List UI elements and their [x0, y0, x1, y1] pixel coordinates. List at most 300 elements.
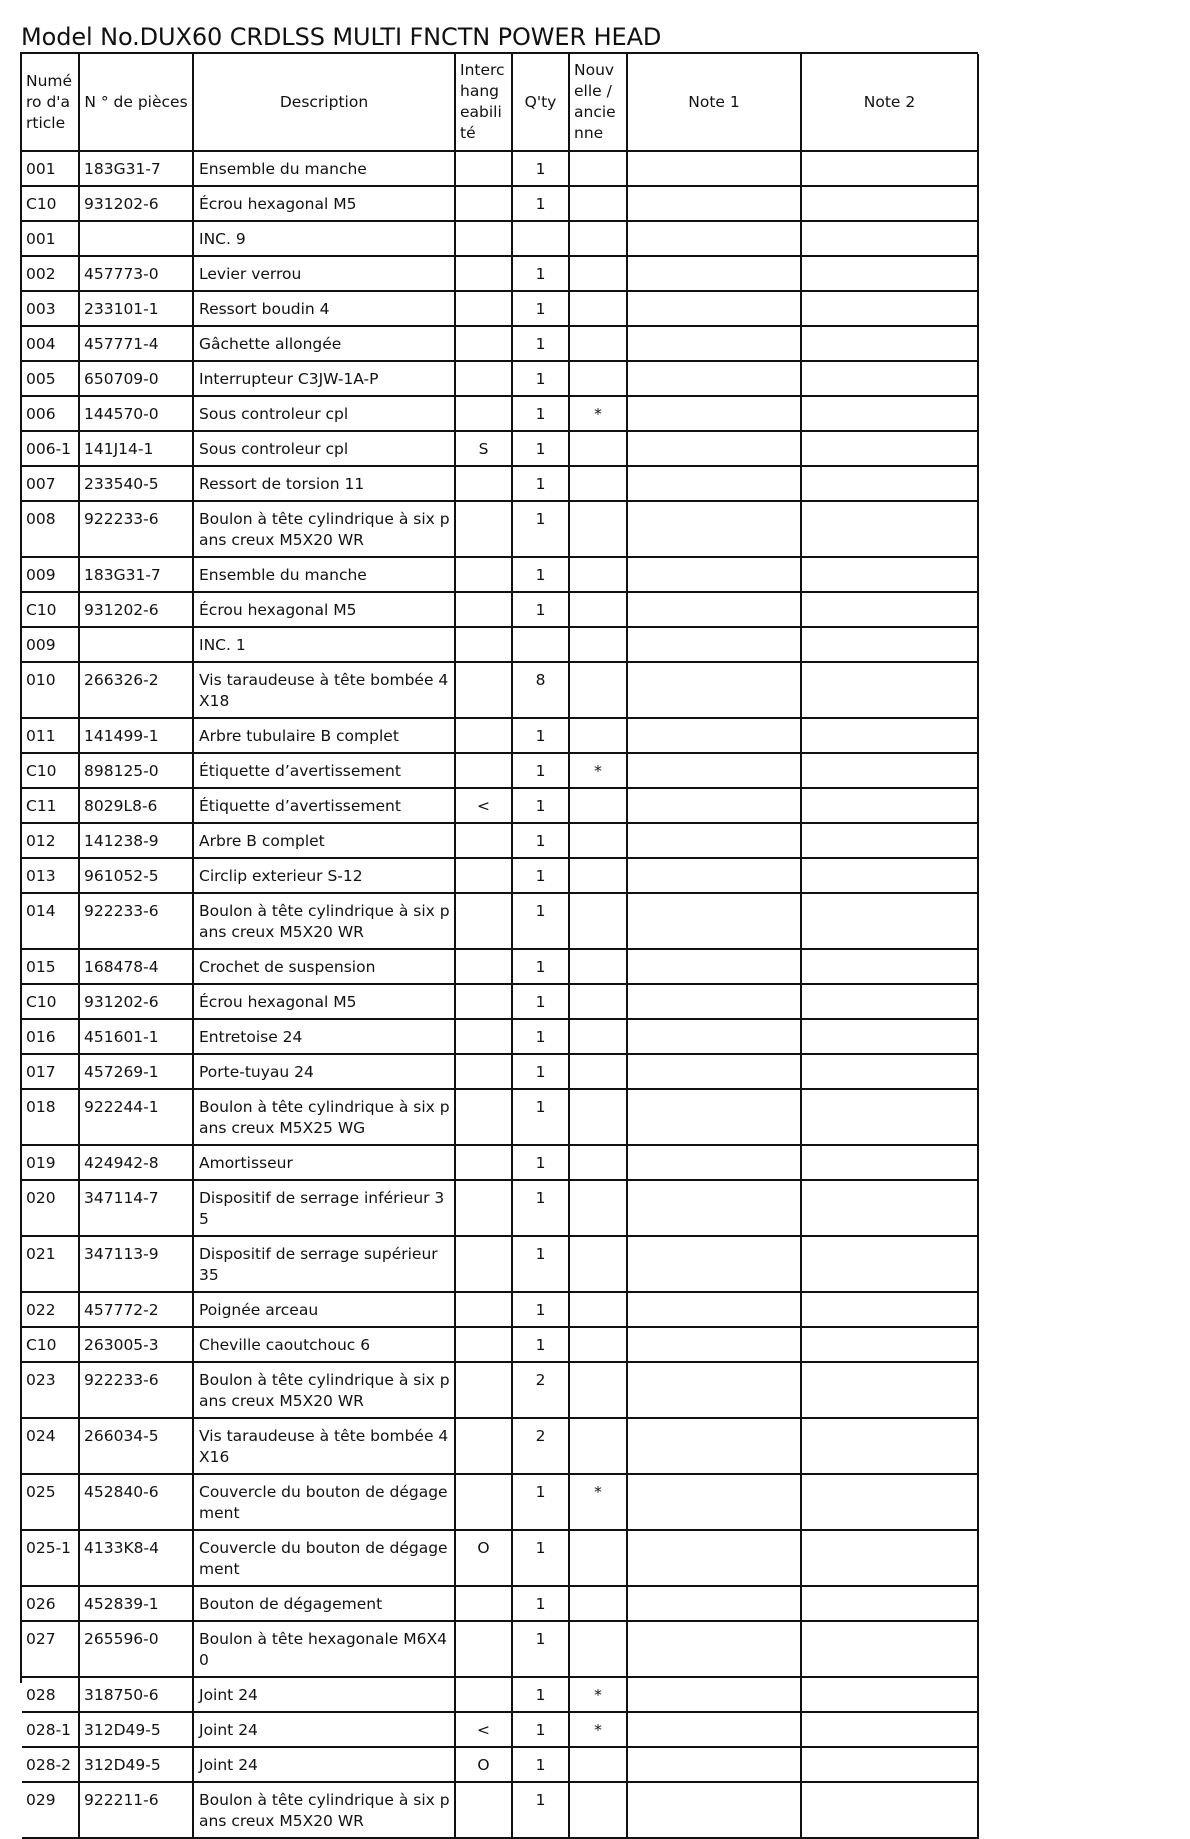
- item-number-cell: 010: [22, 662, 79, 718]
- note-2-cell: [801, 788, 978, 823]
- description-cell: Écrou hexagonal M5: [193, 592, 455, 627]
- note-2-cell: [801, 1530, 978, 1586]
- description-cell: Écrou hexagonal M5: [193, 186, 455, 221]
- new-old-cell: [569, 1362, 627, 1418]
- note-1-cell: [627, 1418, 801, 1474]
- quantity-cell: 1: [512, 949, 569, 984]
- interchangeability-cell: [455, 326, 512, 361]
- interchangeability-cell: [455, 893, 512, 949]
- note-1-cell: [627, 949, 801, 984]
- note-1-cell: [627, 1292, 801, 1327]
- table-row: [22, 1236, 978, 1292]
- part-number-cell: 457771-4: [79, 326, 193, 361]
- quantity-cell: 1: [512, 1236, 569, 1292]
- note-1-cell: [627, 1782, 801, 1838]
- table-row: [22, 1782, 978, 1838]
- quantity-cell: 1: [512, 396, 569, 431]
- note-1-cell: [627, 718, 801, 753]
- note-2-cell: [801, 823, 978, 858]
- quantity-cell: 1: [512, 984, 569, 1019]
- new-old-cell: [569, 501, 627, 557]
- note-1-cell: [627, 1712, 801, 1747]
- note-2-cell: [801, 431, 978, 466]
- table-row: [22, 1418, 978, 1474]
- interchangeability-cell: [455, 361, 512, 396]
- quantity-cell: 1: [512, 326, 569, 361]
- table-row: [22, 1180, 978, 1236]
- item-number-cell: 024: [22, 1418, 79, 1474]
- item-number-cell: 027: [22, 1621, 79, 1677]
- description-cell: Porte-tuyau 24: [193, 1054, 455, 1089]
- note-2-cell: [801, 1362, 978, 1418]
- item-number-cell: 009: [22, 557, 79, 592]
- interchangeability-cell: [455, 1180, 512, 1236]
- note-1-cell: [627, 662, 801, 718]
- description-cell: Boulon à tête cylindrique à six pans creux M5X20 WR: [193, 501, 455, 557]
- item-number-cell: 029: [22, 1782, 79, 1838]
- header-quantity: Q'ty: [512, 54, 569, 151]
- part-number-cell: 457773-0: [79, 256, 193, 291]
- interchangeability-cell: [455, 823, 512, 858]
- quantity-cell: 1: [512, 1586, 569, 1621]
- item-number-cell: 021: [22, 1236, 79, 1292]
- new-old-cell: [569, 326, 627, 361]
- quantity-cell: 1: [512, 1621, 569, 1677]
- interchangeability-cell: [455, 186, 512, 221]
- new-old-cell: [569, 1418, 627, 1474]
- note-1-cell: [627, 753, 801, 788]
- interchangeability-cell: [455, 627, 512, 662]
- description-cell: Bouton de dégagement: [193, 1586, 455, 1621]
- new-old-cell: [569, 984, 627, 1019]
- item-number-cell: 020: [22, 1180, 79, 1236]
- table-row: [22, 627, 978, 662]
- table-row: [22, 1145, 978, 1180]
- new-old-cell: [569, 1747, 627, 1782]
- part-number-cell: 266034-5: [79, 1418, 193, 1474]
- note-1-cell: [627, 1089, 801, 1145]
- part-number-cell: 898125-0: [79, 753, 193, 788]
- note-2-cell: [801, 501, 978, 557]
- part-number-cell: 168478-4: [79, 949, 193, 984]
- table-row: [22, 501, 978, 557]
- note-2-cell: [801, 858, 978, 893]
- note-2-cell: [801, 627, 978, 662]
- item-number-cell: C11: [22, 788, 79, 823]
- part-number-cell: 452840-6: [79, 1474, 193, 1530]
- note-1-cell: [627, 592, 801, 627]
- note-2-cell: [801, 949, 978, 984]
- new-old-cell: [569, 221, 627, 256]
- note-1-cell: [627, 1362, 801, 1418]
- description-cell: Circlip exterieur S-12: [193, 858, 455, 893]
- item-number-cell: C10: [22, 753, 79, 788]
- item-number-cell: 005: [22, 361, 79, 396]
- new-old-cell: *: [569, 1677, 627, 1712]
- new-old-cell: [569, 466, 627, 501]
- note-2-cell: [801, 1292, 978, 1327]
- note-1-cell: [627, 1621, 801, 1677]
- interchangeability-cell: [455, 501, 512, 557]
- quantity-cell: 1: [512, 1747, 569, 1782]
- interchangeability-cell: [455, 592, 512, 627]
- new-old-cell: [569, 1236, 627, 1292]
- interchangeability-cell: O: [455, 1530, 512, 1586]
- note-1-cell: [627, 1327, 801, 1362]
- note-2-cell: [801, 1474, 978, 1530]
- item-number-cell: 023: [22, 1362, 79, 1418]
- table-row: [22, 1089, 978, 1145]
- quantity-cell: 1: [512, 186, 569, 221]
- part-number-cell: 922244-1: [79, 1089, 193, 1145]
- table-header-row: [22, 54, 978, 151]
- new-old-cell: [569, 823, 627, 858]
- interchangeability-cell: [455, 1418, 512, 1474]
- note-2-cell: [801, 1054, 978, 1089]
- quantity-cell: 1: [512, 466, 569, 501]
- table-row: [22, 1747, 978, 1782]
- quantity-cell: 1: [512, 1089, 569, 1145]
- part-number-cell: 931202-6: [79, 592, 193, 627]
- description-cell: Arbre B complet: [193, 823, 455, 858]
- quantity-cell: 8: [512, 662, 569, 718]
- item-number-cell: 013: [22, 858, 79, 893]
- table-row: [22, 788, 978, 823]
- part-number-cell: 457269-1: [79, 1054, 193, 1089]
- part-number-cell: 650709-0: [79, 361, 193, 396]
- interchangeability-cell: [455, 466, 512, 501]
- note-1-cell: [627, 1054, 801, 1089]
- table-row: [22, 1292, 978, 1327]
- table-row: [22, 1712, 978, 1747]
- part-number-cell: [79, 221, 193, 256]
- table-row: [22, 466, 978, 501]
- item-number-cell: 022: [22, 1292, 79, 1327]
- item-number-cell: 026: [22, 1586, 79, 1621]
- description-cell: Boulon à tête hexagonale M6X40: [193, 1621, 455, 1677]
- quantity-cell: 1: [512, 823, 569, 858]
- note-2-cell: [801, 1782, 978, 1838]
- note-1-cell: [627, 1019, 801, 1054]
- new-old-cell: *: [569, 1474, 627, 1530]
- description-cell: Sous controleur cpl: [193, 431, 455, 466]
- description-cell: Levier verrou: [193, 256, 455, 291]
- table-row: [22, 893, 978, 949]
- item-number-cell: 007: [22, 466, 79, 501]
- quantity-cell: 1: [512, 788, 569, 823]
- quantity-cell: 2: [512, 1362, 569, 1418]
- note-2-cell: [801, 326, 978, 361]
- description-cell: Vis taraudeuse à tête bombée 4X18: [193, 662, 455, 718]
- part-number-cell: [79, 627, 193, 662]
- note-2-cell: [801, 1145, 978, 1180]
- new-old-cell: [569, 1621, 627, 1677]
- table-row: [22, 1474, 978, 1530]
- note-2-cell: [801, 592, 978, 627]
- note-2-cell: [801, 1019, 978, 1054]
- part-number-cell: 312D49-5: [79, 1712, 193, 1747]
- description-cell: Crochet de suspension: [193, 949, 455, 984]
- table-row: [22, 151, 978, 186]
- note-2-cell: [801, 396, 978, 431]
- quantity-cell: 1: [512, 151, 569, 186]
- part-number-cell: 347113-9: [79, 1236, 193, 1292]
- quantity-cell: 1: [512, 1145, 569, 1180]
- part-number-cell: 318750-6: [79, 1677, 193, 1712]
- quantity-cell: 1: [512, 1712, 569, 1747]
- part-number-cell: 922211-6: [79, 1782, 193, 1838]
- item-number-cell: C10: [22, 186, 79, 221]
- quantity-cell: 1: [512, 858, 569, 893]
- note-2-cell: [801, 1418, 978, 1474]
- part-number-cell: 183G31-7: [79, 151, 193, 186]
- note-2-cell: [801, 984, 978, 1019]
- item-number-cell: C10: [22, 592, 79, 627]
- table-row: [22, 396, 978, 431]
- item-number-cell: 001: [22, 151, 79, 186]
- table-row: [22, 1362, 978, 1418]
- description-cell: INC. 9: [193, 221, 455, 256]
- quantity-cell: 1: [512, 753, 569, 788]
- item-number-cell: 018: [22, 1089, 79, 1145]
- table-row: [22, 221, 978, 256]
- part-number-cell: 922233-6: [79, 1362, 193, 1418]
- new-old-cell: [569, 186, 627, 221]
- note-2-cell: [801, 1712, 978, 1747]
- description-cell: Ressort boudin 4: [193, 291, 455, 326]
- part-number-cell: 452839-1: [79, 1586, 193, 1621]
- note-2-cell: [801, 753, 978, 788]
- item-number-cell: 002: [22, 256, 79, 291]
- note-1-cell: [627, 326, 801, 361]
- part-number-cell: 141J14-1: [79, 431, 193, 466]
- item-number-cell: 004: [22, 326, 79, 361]
- item-number-cell: 008: [22, 501, 79, 557]
- description-cell: Entretoise 24: [193, 1019, 455, 1054]
- table-row: [22, 1054, 978, 1089]
- new-old-cell: [569, 256, 627, 291]
- part-number-cell: 8029L8-6: [79, 788, 193, 823]
- interchangeability-cell: [455, 949, 512, 984]
- parts-table-container: [20, 52, 978, 1830]
- part-number-cell: 424942-8: [79, 1145, 193, 1180]
- new-old-cell: [569, 1292, 627, 1327]
- description-cell: Couvercle du bouton de dégagement: [193, 1530, 455, 1586]
- description-cell: INC. 1: [193, 627, 455, 662]
- part-number-cell: 233540-5: [79, 466, 193, 501]
- note-1-cell: [627, 186, 801, 221]
- note-1-cell: [627, 823, 801, 858]
- interchangeability-cell: [455, 1145, 512, 1180]
- item-number-cell: 016: [22, 1019, 79, 1054]
- quantity-cell: [512, 221, 569, 256]
- note-2-cell: [801, 1089, 978, 1145]
- part-number-cell: 144570-0: [79, 396, 193, 431]
- interchangeability-cell: [455, 1292, 512, 1327]
- item-number-cell: 025-1: [22, 1530, 79, 1586]
- note-1-cell: [627, 466, 801, 501]
- note-1-cell: [627, 1586, 801, 1621]
- table-row: [22, 1530, 978, 1586]
- note-2-cell: [801, 291, 978, 326]
- quantity-cell: 1: [512, 1782, 569, 1838]
- part-number-cell: 141499-1: [79, 718, 193, 753]
- new-old-cell: [569, 1782, 627, 1838]
- note-2-cell: [801, 466, 978, 501]
- table-row: [22, 1621, 978, 1677]
- interchangeability-cell: [455, 256, 512, 291]
- interchangeability-cell: [455, 1362, 512, 1418]
- note-1-cell: [627, 1747, 801, 1782]
- part-number-cell: 312D49-5: [79, 1747, 193, 1782]
- new-old-cell: *: [569, 753, 627, 788]
- new-old-cell: [569, 592, 627, 627]
- new-old-cell: [569, 431, 627, 466]
- table-row: [22, 256, 978, 291]
- quantity-cell: 1: [512, 1292, 569, 1327]
- item-number-cell: 025: [22, 1474, 79, 1530]
- part-number-cell: 266326-2: [79, 662, 193, 718]
- interchangeability-cell: [455, 151, 512, 186]
- table-row: [22, 1327, 978, 1362]
- note-1-cell: [627, 627, 801, 662]
- part-number-cell: 263005-3: [79, 1327, 193, 1362]
- interchangeability-cell: [455, 1236, 512, 1292]
- interchangeability-cell: [455, 662, 512, 718]
- quantity-cell: 1: [512, 1530, 569, 1586]
- interchangeability-cell: [455, 1019, 512, 1054]
- note-1-cell: [627, 1474, 801, 1530]
- header-note-2: Note 2: [801, 54, 978, 151]
- note-2-cell: [801, 718, 978, 753]
- note-2-cell: [801, 186, 978, 221]
- new-old-cell: [569, 1054, 627, 1089]
- part-number-cell: 183G31-7: [79, 557, 193, 592]
- note-1-cell: [627, 858, 801, 893]
- note-2-cell: [801, 1180, 978, 1236]
- quantity-cell: [512, 627, 569, 662]
- item-number-cell: 012: [22, 823, 79, 858]
- note-1-cell: [627, 361, 801, 396]
- quantity-cell: 1: [512, 1327, 569, 1362]
- note-1-cell: [627, 1530, 801, 1586]
- interchangeability-cell: [455, 1054, 512, 1089]
- quantity-cell: 1: [512, 1180, 569, 1236]
- part-number-cell: 961052-5: [79, 858, 193, 893]
- new-old-cell: [569, 949, 627, 984]
- table-row: [22, 592, 978, 627]
- note-1-cell: [627, 557, 801, 592]
- interchangeability-cell: [455, 557, 512, 592]
- table-row: [22, 823, 978, 858]
- description-cell: Arbre tubulaire B complet: [193, 718, 455, 753]
- part-number-cell: 931202-6: [79, 186, 193, 221]
- note-1-cell: [627, 893, 801, 949]
- quantity-cell: 1: [512, 256, 569, 291]
- header-part-number: N ° de pièces: [79, 54, 193, 151]
- header-description: Description: [193, 54, 455, 151]
- part-number-cell: 347114-7: [79, 1180, 193, 1236]
- parts-table: [22, 54, 979, 1839]
- new-old-cell: [569, 1145, 627, 1180]
- header-new-old: Nouvelle / ancienne: [569, 54, 627, 151]
- description-cell: Interrupteur C3JW-1A-P: [193, 361, 455, 396]
- item-number-cell: 011: [22, 718, 79, 753]
- note-1-cell: [627, 431, 801, 466]
- quantity-cell: 1: [512, 893, 569, 949]
- part-number-cell: 457772-2: [79, 1292, 193, 1327]
- note-2-cell: [801, 361, 978, 396]
- description-cell: Boulon à tête cylindrique à six pans creux M5X20 WR: [193, 1362, 455, 1418]
- note-2-cell: [801, 221, 978, 256]
- quantity-cell: 1: [512, 557, 569, 592]
- description-cell: Vis taraudeuse à tête bombée 4X16: [193, 1418, 455, 1474]
- part-number-cell: 233101-1: [79, 291, 193, 326]
- note-2-cell: [801, 662, 978, 718]
- description-cell: Cheville caoutchouc 6: [193, 1327, 455, 1362]
- note-2-cell: [801, 1621, 978, 1677]
- interchangeability-cell: <: [455, 1712, 512, 1747]
- note-1-cell: [627, 396, 801, 431]
- interchangeability-cell: [455, 858, 512, 893]
- interchangeability-cell: [455, 1621, 512, 1677]
- new-old-cell: [569, 1019, 627, 1054]
- quantity-cell: 1: [512, 361, 569, 396]
- new-old-cell: [569, 1586, 627, 1621]
- new-old-cell: [569, 1530, 627, 1586]
- interchangeability-cell: [455, 1677, 512, 1712]
- new-old-cell: *: [569, 396, 627, 431]
- page-title: Model No.DUX60 CRDLSS MULTI FNCTN POWER HEAD: [21, 23, 662, 51]
- item-number-cell: 014: [22, 893, 79, 949]
- interchangeability-cell: [455, 984, 512, 1019]
- table-row: [22, 1677, 978, 1712]
- quantity-cell: 1: [512, 291, 569, 326]
- quantity-cell: 1: [512, 1054, 569, 1089]
- new-old-cell: [569, 858, 627, 893]
- new-old-cell: [569, 361, 627, 396]
- new-old-cell: [569, 1327, 627, 1362]
- note-1-cell: [627, 1677, 801, 1712]
- interchangeability-cell: [455, 221, 512, 256]
- item-number-cell: 009: [22, 627, 79, 662]
- table-row: [22, 326, 978, 361]
- interchangeability-cell: [455, 291, 512, 326]
- table-row: [22, 1019, 978, 1054]
- note-1-cell: [627, 501, 801, 557]
- part-number-cell: 265596-0: [79, 1621, 193, 1677]
- note-2-cell: [801, 151, 978, 186]
- table-row: [22, 557, 978, 592]
- description-cell: Boulon à tête cylindrique à six pans creux M5X20 WR: [193, 1782, 455, 1838]
- item-number-cell: 028: [22, 1677, 79, 1712]
- new-old-cell: [569, 151, 627, 186]
- note-1-cell: [627, 1145, 801, 1180]
- note-2-cell: [801, 1586, 978, 1621]
- note-2-cell: [801, 1747, 978, 1782]
- description-cell: Ensemble du manche: [193, 151, 455, 186]
- item-number-cell: 006: [22, 396, 79, 431]
- note-2-cell: [801, 893, 978, 949]
- note-1-cell: [627, 788, 801, 823]
- interchangeability-cell: [455, 718, 512, 753]
- description-cell: Sous controleur cpl: [193, 396, 455, 431]
- new-old-cell: [569, 718, 627, 753]
- quantity-cell: 1: [512, 431, 569, 466]
- description-cell: Couvercle du bouton de dégagement: [193, 1474, 455, 1530]
- new-old-cell: [569, 627, 627, 662]
- description-cell: Boulon à tête cylindrique à six pans creux M5X25 WG: [193, 1089, 455, 1145]
